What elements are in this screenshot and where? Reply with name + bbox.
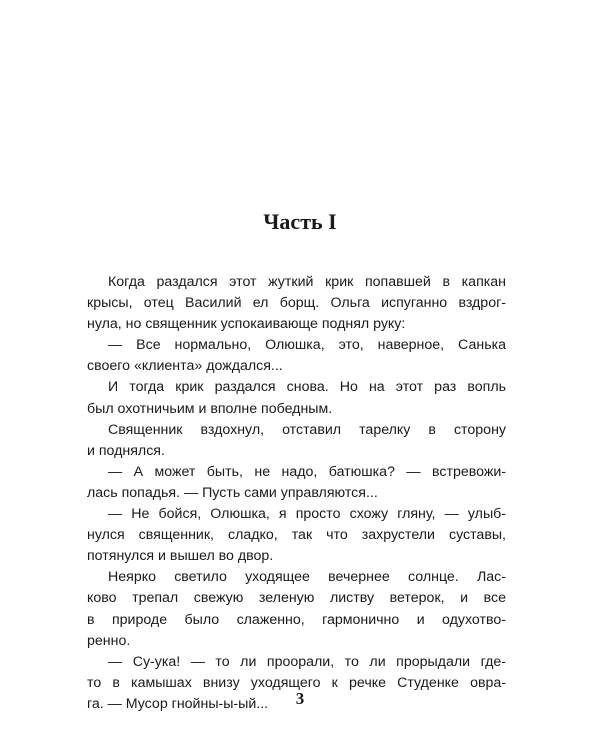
text-line: крысы, отец Василий ел борщ. Ольга испуганно вздрог- <box>87 295 506 312</box>
paragraph <box>87 420 506 462</box>
text-line: в природе было слаженно, гармонично и одухотво- <box>87 611 506 628</box>
text-line: ково трепал свежую зеленую листву ветерок, и все <box>87 590 506 607</box>
text-line: потянулся и вышел во двор. <box>87 548 274 565</box>
text-line: то в камышах внизу уходящего к речке Студенке овра- <box>87 674 506 691</box>
text-line: Священник вздохнул, отставил тарелку в сторону <box>108 421 506 438</box>
text-line: — Не бойся, Олюшка, я просто схожу гляну, — улыб- <box>108 506 506 523</box>
text-line: своего «клиента» дождался... <box>87 358 283 375</box>
text-line: — Су-ука! — то ли проорали, то ли прорыдали где- <box>108 653 506 670</box>
paragraph <box>87 335 506 377</box>
text-line: нулся священник, сладко, так что захрустели суставы, <box>87 527 506 544</box>
chapter-title: Часть I <box>263 209 337 234</box>
text-line: Неярко светило уходящее вечернее солнце. Лас- <box>108 569 506 586</box>
text-line: — А может быть, не надо, батюшка? — встревожи- <box>108 463 506 480</box>
body-text <box>87 272 506 715</box>
paragraph <box>87 504 506 567</box>
text-line: лась попадья. — Пусть сами управляются... <box>87 484 378 501</box>
paragraph <box>87 272 506 335</box>
text-line: и поднялся. <box>87 442 165 459</box>
text-line: И тогда крик раздался снова. Но на этот раз вопль <box>108 379 506 396</box>
paragraph <box>87 567 506 651</box>
page-number: 3 <box>295 689 305 708</box>
text-line: нула, но священник успокаивающе поднял руку: <box>87 316 406 333</box>
text-line: га. — Мусор гнойны-ы-ый... <box>87 695 269 712</box>
text-line: ренно. <box>87 632 131 649</box>
text-line: был охотничьим и вполне победным. <box>87 400 333 417</box>
paragraph <box>87 377 506 419</box>
text-line: Когда раздался этот жуткий крик попавшей в капкан <box>108 274 506 290</box>
paragraph <box>87 462 506 504</box>
text-line: — Все нормально, Олюшка, это, наверное, Санька <box>108 337 506 354</box>
